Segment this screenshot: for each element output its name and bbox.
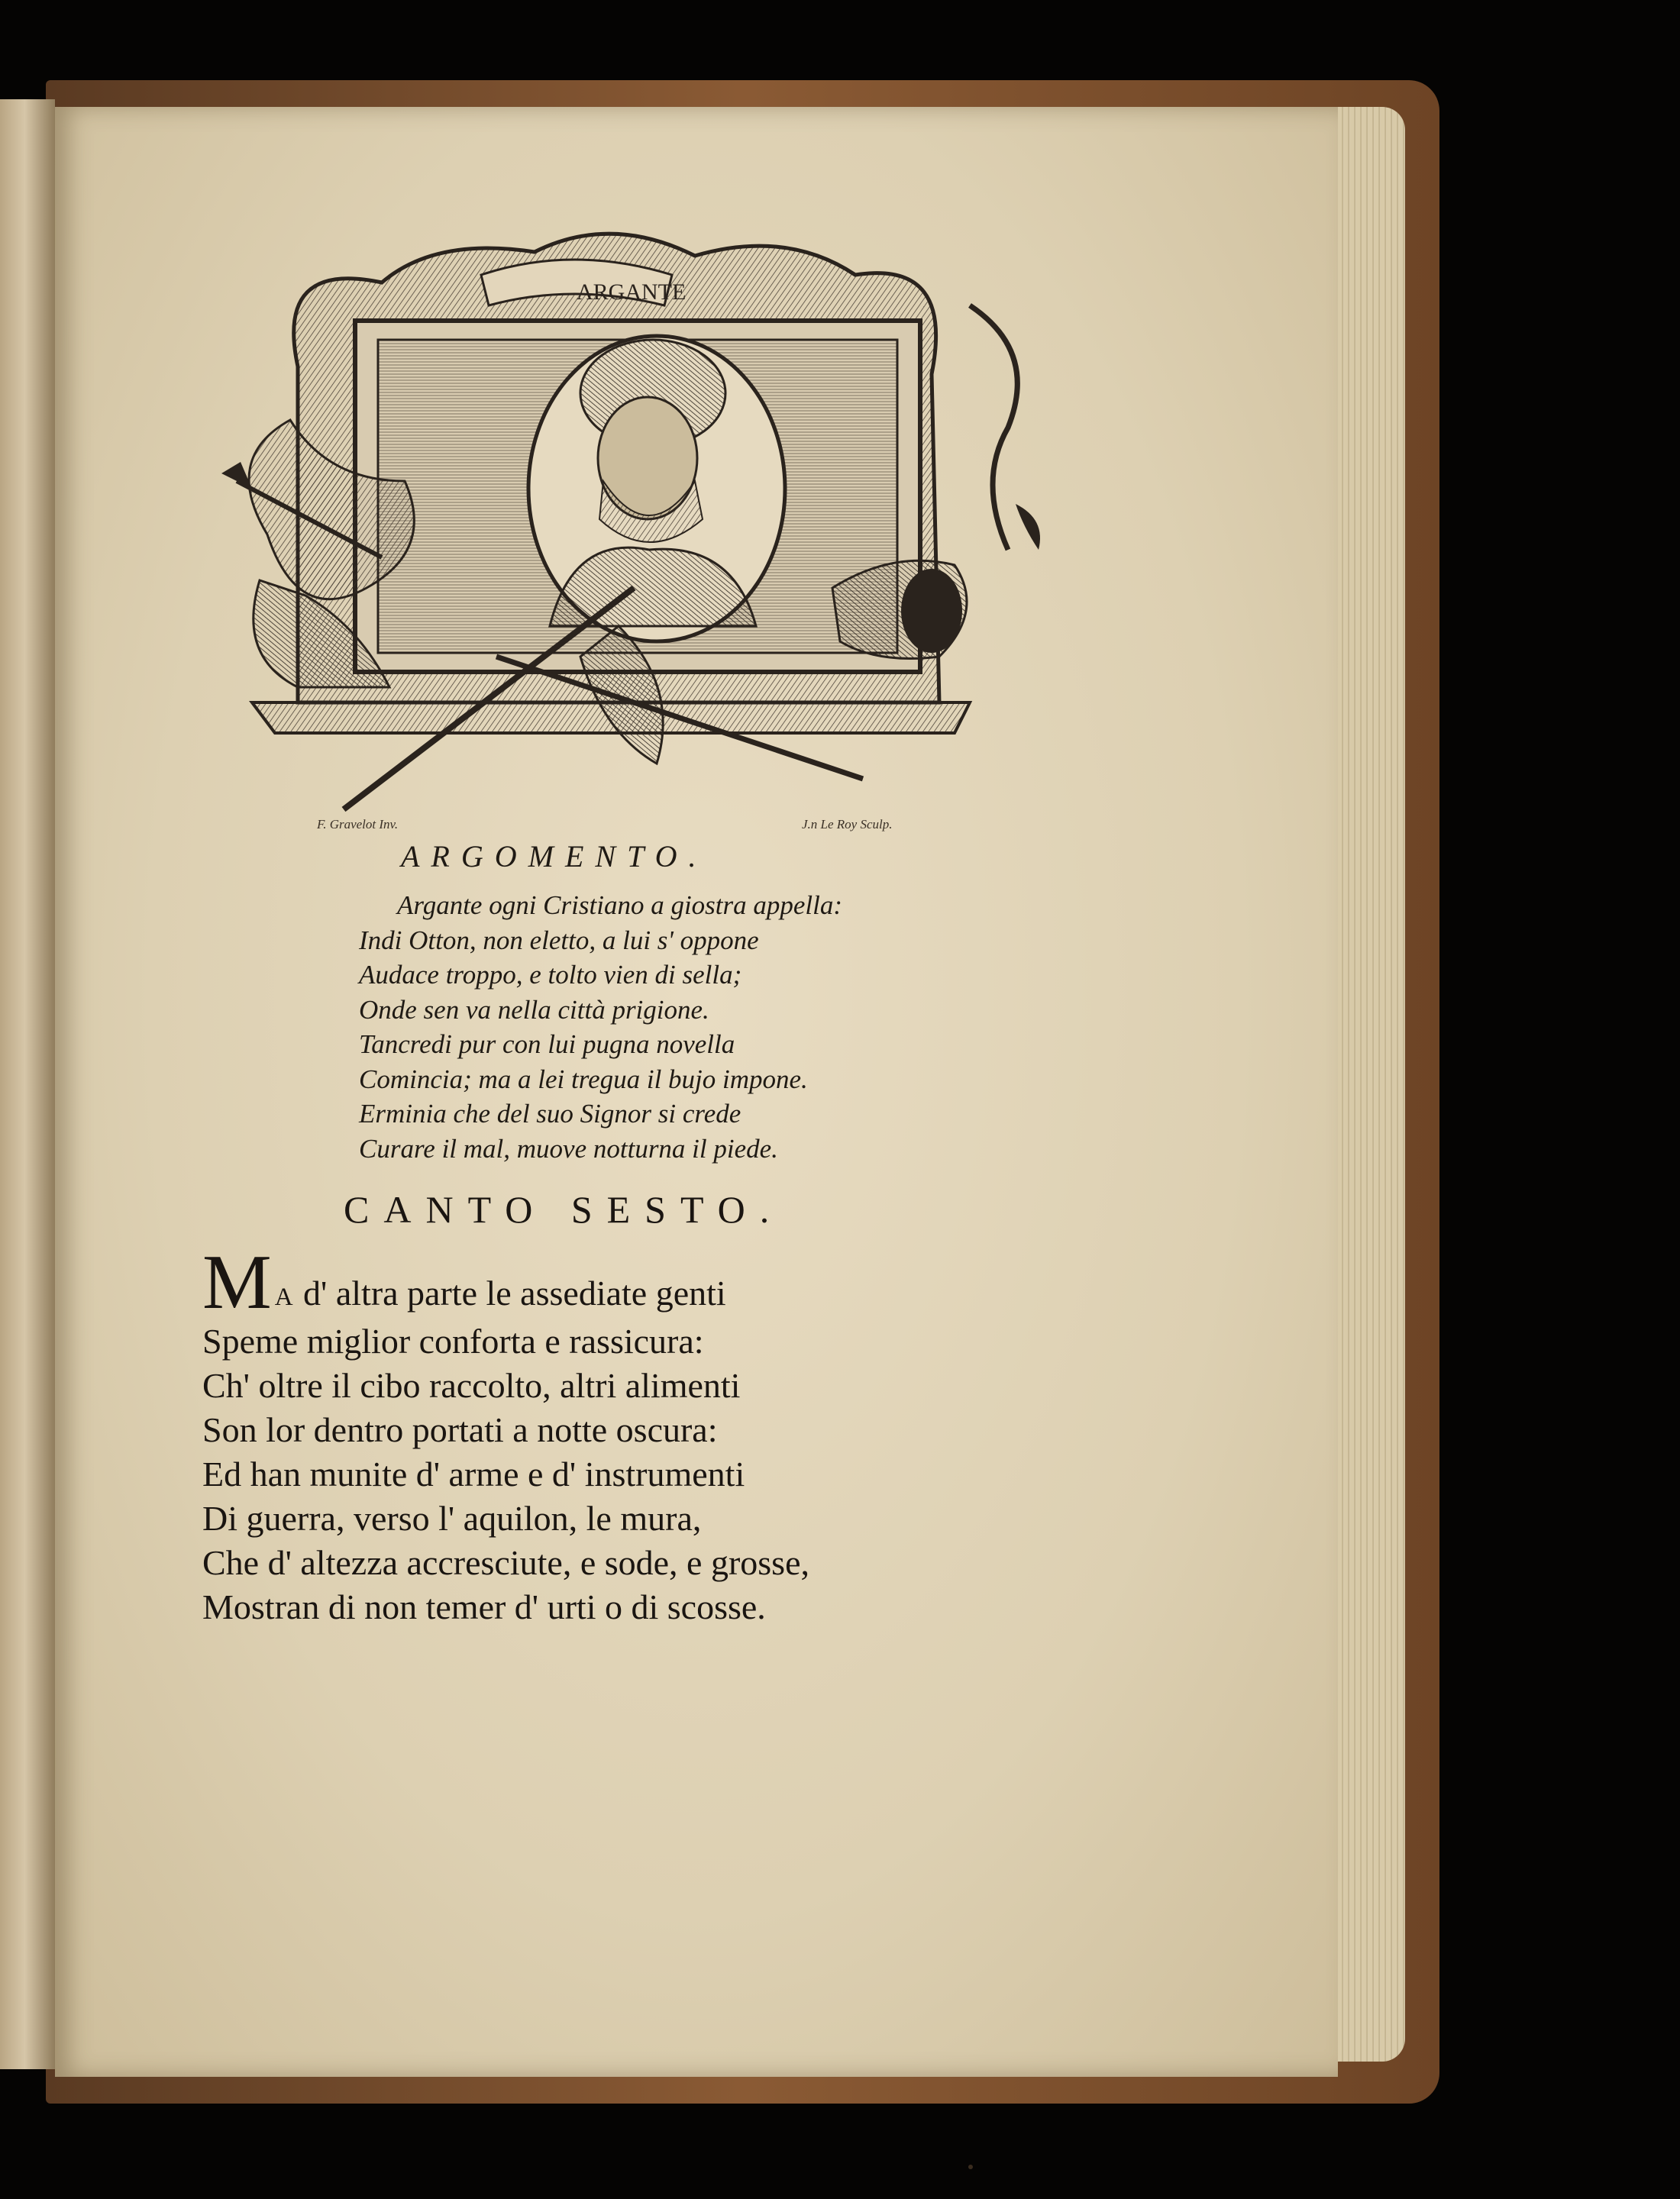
cartouche-label: ARGANTE (577, 279, 687, 305)
portrait-engraving (206, 229, 1107, 840)
engraving-credit-engraver: J.n Le Roy Sculp. (802, 817, 893, 831)
stanza-line: Speme miglior conforta e rassicura: (202, 1322, 704, 1361)
first-line-text: d' altra parte le assediate genti (294, 1274, 726, 1313)
stanza-first-line (202, 1239, 1042, 1326)
stanza-line: Mostran di non temer d' urti o di scosse. (202, 1587, 766, 1626)
argomento-line: Audace troppo, e tolto vien di sella; (359, 960, 742, 990)
argomento-line: Erminia che del suo Signor si crede (359, 1099, 741, 1129)
stanza-line: Di guerra, verso l' aquilon, le mura, (202, 1499, 702, 1538)
argomento-title: ARGOMENTO. (401, 839, 708, 873)
drop-cap: M (202, 1239, 272, 1326)
argomento-line: Argante ogni Cristiano a giostra appella: (397, 890, 843, 920)
argomento-line: Comincia; ma a lei tregua il bujo impone. (359, 1064, 808, 1094)
stanza-line: Son lor dentro portati a notte oscura: (202, 1410, 718, 1449)
canto-title: CANTO SESTO. (344, 1188, 784, 1231)
argomento-line: Onde sen va nella città prigione. (359, 994, 709, 1025)
engraving-credit-inventor: F. Gravelot Inv. (317, 817, 399, 831)
ink-speck (968, 2165, 973, 2169)
argomento-line: Tancredi pur con lui pugna novella (359, 1029, 735, 1059)
previous-page-edge (0, 99, 55, 2069)
argomento-verse (359, 888, 970, 1166)
engraving-vignette (206, 229, 1107, 840)
stanza-line: Ch' oltre il cibo raccolto, altri alimenti (202, 1366, 741, 1405)
stanza (202, 1239, 1042, 1629)
argomento-line: Curare il mal, muove notturna il piede. (359, 1133, 778, 1164)
first-line-cap: A (274, 1284, 295, 1311)
stanza-line: Ed han munite d' arme e d' instrumenti (202, 1455, 745, 1493)
argomento-line: Indi Otton, non eletto, a lui s' oppone (359, 925, 759, 955)
stanza-line: Che d' altezza accresciute, e sode, e grosse, (202, 1543, 810, 1582)
